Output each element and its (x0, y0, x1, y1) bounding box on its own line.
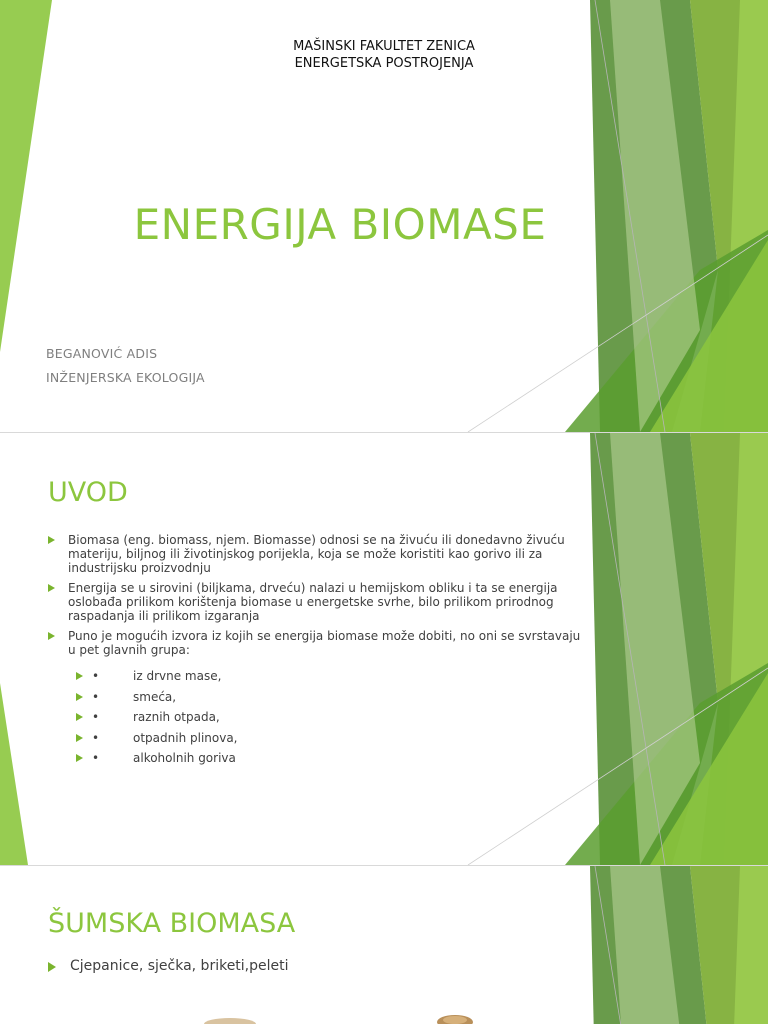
list-item: • smeća, (76, 690, 476, 711)
list-item: Energija se u sirovini (biljkama, drveću) nalazi u hemijskom obliku i ta se energija oslobađa prilikom korištenja biomase u energetske svrhe, bilo prilikom prirodnog raspadanja ili prilikom izgaranja (48, 581, 588, 623)
pellet-image-fragment (430, 1000, 480, 1024)
list-item: • otpadnih plinova, (76, 731, 476, 752)
presentation-title: ENERGIJA BIOMASE (133, 200, 547, 249)
slide-heading: ŠUMSKA BIOMASA (48, 908, 296, 939)
slide-uvod[interactable] (0, 433, 768, 865)
bullet-triangle-icon (76, 713, 83, 721)
course-name: ENERGETSKA POSTROJENJA (294, 56, 474, 71)
list-item: Biomasa (eng. biomass, njem. Biomasse) odnosi se na živuću ili donedavno živuću materiju, biljnog ili životinjskog porijekla, koja se može koristiti kao gorivo ili za industrijsku proizvodnju (48, 533, 588, 575)
list-item: Cjepanice, sječka, briketi,peleti (48, 958, 289, 974)
sub-bullet-list (76, 669, 476, 772)
bullet-list (48, 958, 289, 974)
slide-sumska-biomasa[interactable] (0, 866, 768, 1024)
author-name: BEGANOVIĆ ADIS (46, 346, 158, 361)
faculty-name: MAŠINSKI FAKULTET ZENICA (293, 39, 475, 54)
list-item: Puno je mogućih izvora iz kojih se energija biomase može dobiti, no oni se svrstavaju u pet glavnih grupa: (48, 629, 588, 657)
slide-header (0, 38, 768, 72)
bullet-triangle-icon (48, 962, 56, 972)
bullet-list (48, 533, 588, 663)
green-facet-decoration (0, 866, 768, 1024)
slide-title[interactable] (0, 0, 768, 432)
bullet-triangle-icon (48, 584, 55, 592)
bullet-triangle-icon (76, 693, 83, 701)
list-item: • alkoholnih goriva (76, 751, 476, 772)
slide-heading: UVOD (48, 477, 128, 508)
bullet-triangle-icon (48, 536, 55, 544)
list-item: • raznih otpada, (76, 710, 476, 731)
wood-image-fragment (200, 1000, 260, 1024)
author-program: INŽENJERSKA EKOLOGIJA (46, 370, 205, 385)
bullet-triangle-icon (48, 632, 55, 640)
bullet-triangle-icon (76, 672, 83, 680)
bullet-triangle-icon (76, 754, 83, 762)
bullet-triangle-icon (76, 734, 83, 742)
list-item: • iz drvne mase, (76, 669, 476, 690)
